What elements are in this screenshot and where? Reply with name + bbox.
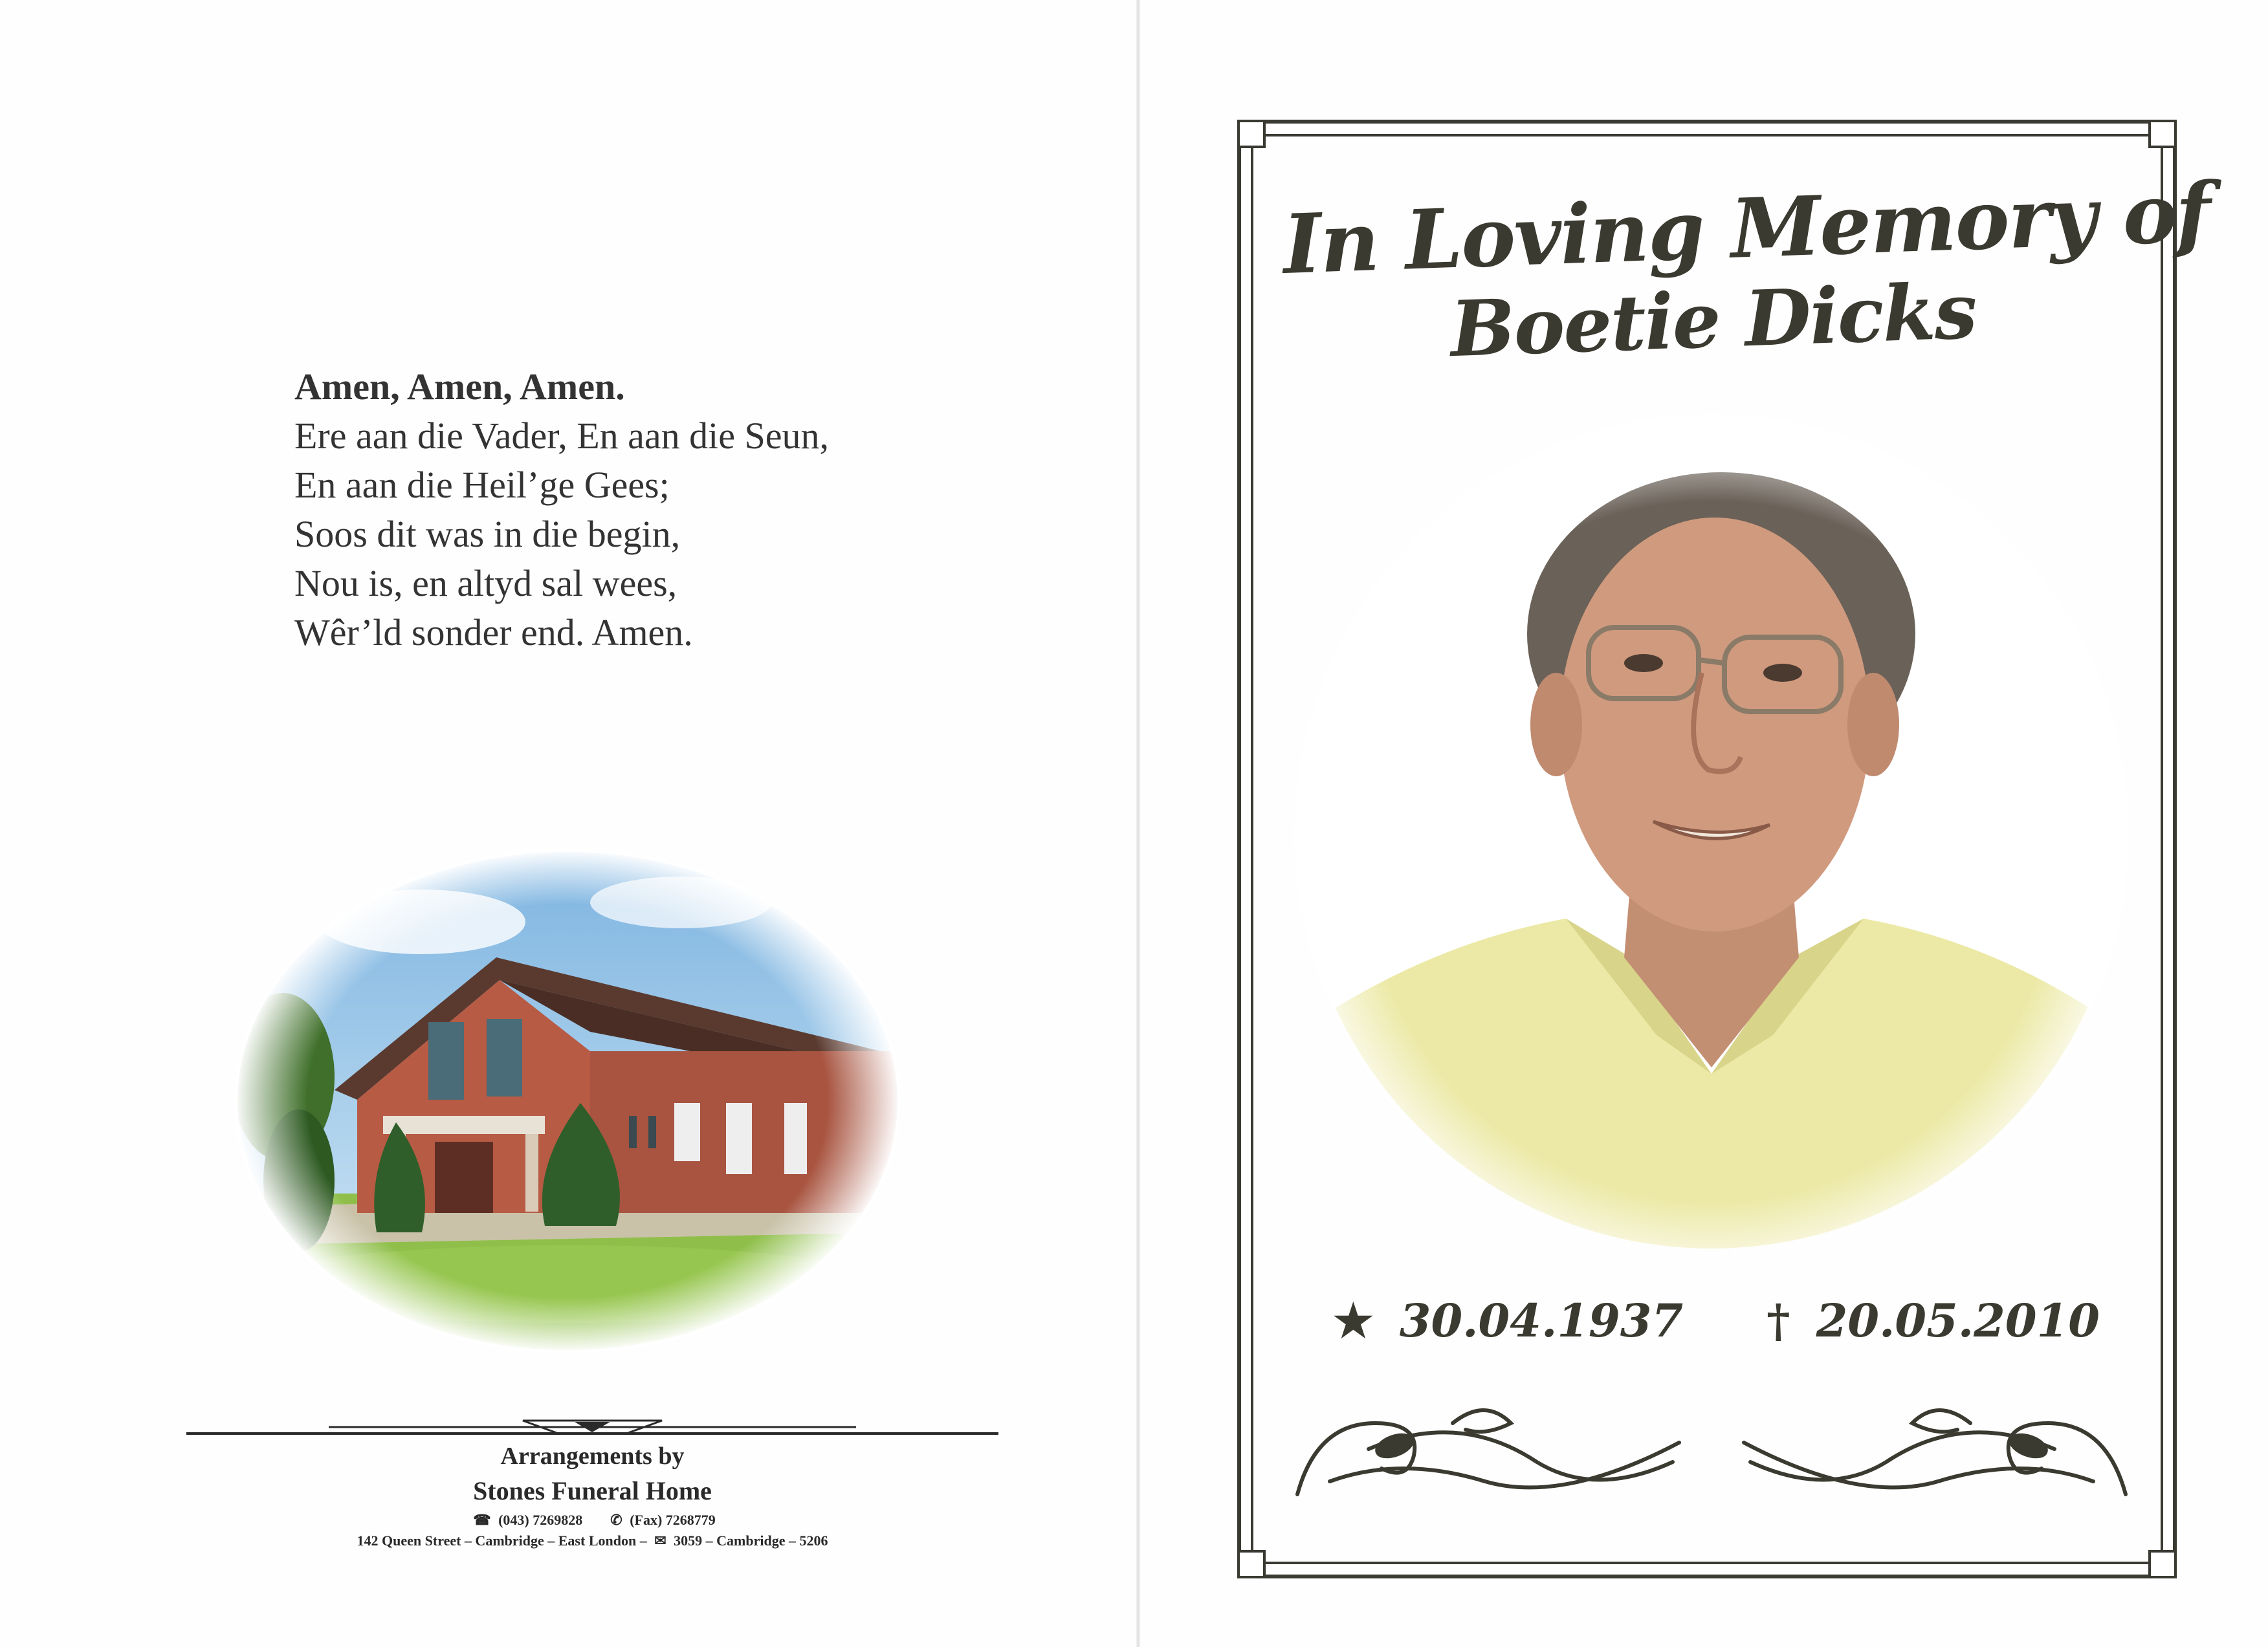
funeral-home-footer <box>186 1439 998 1551</box>
prayer-line: Ere aan die Vader, En aan die Seun, <box>294 415 829 457</box>
birth-date-group <box>1333 1294 1683 1347</box>
fax-label: (Fax) <box>630 1512 663 1528</box>
arrangements-label: Arrangements by <box>500 1443 685 1470</box>
prayer-line: Nou is, en altyd sal wees, <box>294 562 677 604</box>
death-date-group <box>1767 1294 2100 1347</box>
prayer-line: Soos dit was in die begin, <box>294 513 681 555</box>
prayer-line: En aan die Heil’ge Gees; <box>294 464 670 506</box>
address-line <box>186 1531 998 1551</box>
fax-number: 7268779 <box>665 1512 716 1528</box>
memorial-title <box>1281 164 2212 377</box>
funeral-home-name: Stones Funeral Home <box>473 1476 712 1505</box>
mail-icon: ✉ <box>654 1532 666 1549</box>
frame-corner <box>2148 1550 2177 1578</box>
title-line: In Loving Memory of <box>1281 164 2212 293</box>
church-photo <box>228 844 907 1358</box>
contact-line <box>186 1509 998 1531</box>
decorative-flourish <box>1291 1384 2132 1507</box>
death-date: 20.05.2010 <box>1816 1294 2100 1347</box>
prayer-line: Amen, Amen, Amen. <box>294 365 625 408</box>
deceased-name: Boetie Dicks <box>1449 265 1977 375</box>
frame-corner <box>1237 1550 1266 1578</box>
life-dates <box>1333 1294 2109 1365</box>
prayer-text <box>294 362 1006 657</box>
portrait-photo <box>1294 388 2129 1255</box>
frame-corner <box>1237 120 1266 148</box>
star-icon: ★ <box>1333 1294 1374 1347</box>
po-box-address: 3059 – Cambridge – 5206 <box>674 1532 828 1549</box>
footer-divider <box>186 1415 998 1441</box>
prayer-line: Wêr’ld sonder end. Amen. <box>294 611 693 653</box>
street-address: 142 Queen Street – Cambridge – East London – <box>357 1532 647 1549</box>
phone-number: (043) 7269828 <box>498 1512 583 1528</box>
telephone-icon: ☎ <box>473 1512 491 1528</box>
birth-date: 30.04.1937 <box>1399 1294 1684 1347</box>
fax-icon: ✆ <box>610 1512 622 1528</box>
frame-corner <box>2148 120 2177 148</box>
cross-icon: † <box>1767 1294 1790 1347</box>
